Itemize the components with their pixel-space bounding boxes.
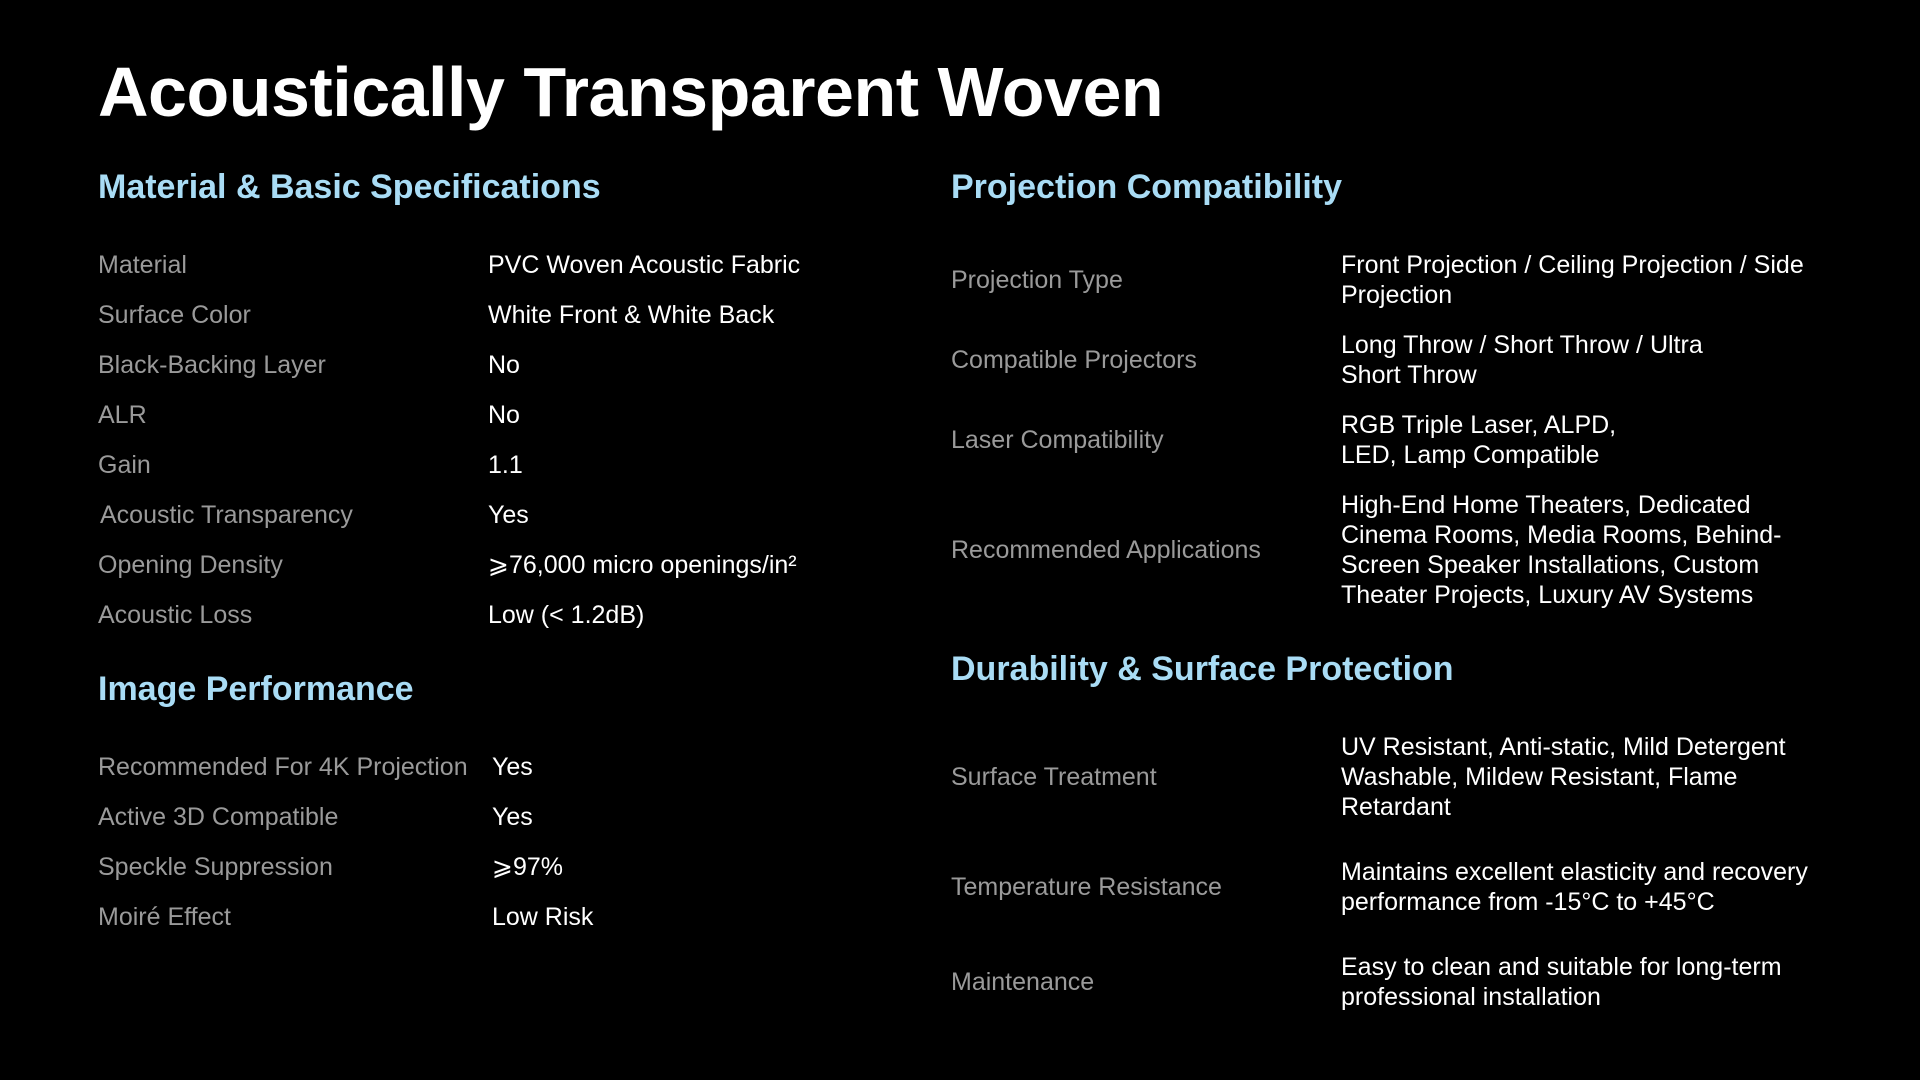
projection-section-heading: Projection Compatibility xyxy=(951,168,1343,206)
spec-row-acoustic-transparency xyxy=(98,490,800,540)
spec-value: 1.1 xyxy=(488,451,523,479)
spec-label: Active 3D Compatible xyxy=(98,802,339,831)
spec-label: Moiré Effect xyxy=(98,902,231,931)
image-performance-list xyxy=(98,742,593,942)
spec-row-surface-treatment xyxy=(951,722,1831,832)
material-spec-list xyxy=(98,240,800,640)
spec-row-opening-density xyxy=(98,540,800,590)
spec-row-material xyxy=(98,240,800,290)
spec-row-moire-effect xyxy=(98,892,593,942)
spec-value: UV Resistant, Anti-static, Mild Detergent Washable, Mildew Resistant, Flame Retardant xyxy=(1341,733,1786,821)
spec-label: Surface Color xyxy=(98,300,251,329)
spec-label: Temperature Resistance xyxy=(951,872,1222,901)
spec-label: Speckle Suppression xyxy=(98,852,333,881)
spec-value: Easy to clean and suitable for long-term professional installation xyxy=(1341,953,1782,1011)
spec-row-active-3d xyxy=(98,792,593,842)
spec-value: No xyxy=(488,401,520,429)
spec-row-gain xyxy=(98,440,800,490)
spec-row-recommended-applications xyxy=(951,480,1821,620)
spec-value: No xyxy=(488,351,520,379)
spec-row-maintenance xyxy=(951,942,1831,1022)
spec-value: Yes xyxy=(488,501,529,529)
spec-value: Front Projection / Ceiling Projection / Side Projection xyxy=(1341,251,1804,309)
spec-value: Yes xyxy=(492,803,533,831)
spec-value: Yes xyxy=(492,753,533,781)
spec-row-black-backing xyxy=(98,340,800,390)
spec-label: Gain xyxy=(98,450,151,479)
spec-label: Recommended For 4K Projection xyxy=(98,752,468,781)
spec-label: Laser Compatibility xyxy=(951,425,1164,454)
spec-value: White Front & White Back xyxy=(488,301,775,329)
spec-row-acoustic-loss xyxy=(98,590,800,640)
spec-label: Material xyxy=(98,250,187,279)
spec-row-projection-type xyxy=(951,240,1821,320)
spec-value: Maintains excellent elasticity and recovery performance from -15°C to +45°C xyxy=(1341,858,1808,916)
spec-label: Projection Type xyxy=(951,265,1123,294)
spec-label: Surface Treatment xyxy=(951,762,1157,791)
spec-row-compatible-projectors xyxy=(951,320,1821,400)
projection-spec-list xyxy=(951,240,1821,620)
spec-label: Acoustic Transparency xyxy=(100,500,353,529)
spec-value: High-End Home Theaters, Dedicated Cinema Rooms, Media Rooms, Behind-Screen Speaker Installations, Custom Theater Projects, Luxury AV Systems xyxy=(1341,491,1782,609)
spec-row-speckle-suppression xyxy=(98,842,593,892)
spec-row-surface-color xyxy=(98,290,800,340)
spec-label: Recommended Applications xyxy=(951,535,1261,564)
spec-value: Low (< 1.2dB) xyxy=(488,601,645,629)
spec-label: Acoustic Loss xyxy=(98,600,253,629)
spec-value: RGB Triple Laser, ALPD, LED, Lamp Compatible xyxy=(1341,411,1617,469)
durability-section-heading: Durability & Surface Protection xyxy=(951,650,1454,688)
spec-row-4k-projection xyxy=(98,742,593,792)
spec-value: ⩾76,000 micro openings/in² xyxy=(488,551,797,579)
spec-label: Opening Density xyxy=(98,550,283,579)
spec-label: Maintenance xyxy=(951,967,1095,996)
spec-value: PVC Woven Acoustic Fabric xyxy=(488,251,801,279)
spec-value: Low Risk xyxy=(492,903,594,931)
spec-value: Long Throw / Short Throw / Ultra Short Throw xyxy=(1341,331,1703,389)
spec-value: ⩾97% xyxy=(492,853,563,881)
spec-row-alr xyxy=(98,390,800,440)
material-section-heading: Material & Basic Specifications xyxy=(98,168,601,206)
spec-row-temperature-resistance xyxy=(951,832,1831,942)
spec-label: ALR xyxy=(98,400,147,429)
durability-spec-list xyxy=(951,722,1831,1022)
spec-label: Compatible Projectors xyxy=(951,345,1197,374)
image-performance-heading: Image Performance xyxy=(98,670,414,708)
spec-row-laser-compatibility xyxy=(951,400,1821,480)
page-title: Acoustically Transparent Woven xyxy=(98,53,1164,131)
spec-label: Black-Backing Layer xyxy=(98,350,326,379)
